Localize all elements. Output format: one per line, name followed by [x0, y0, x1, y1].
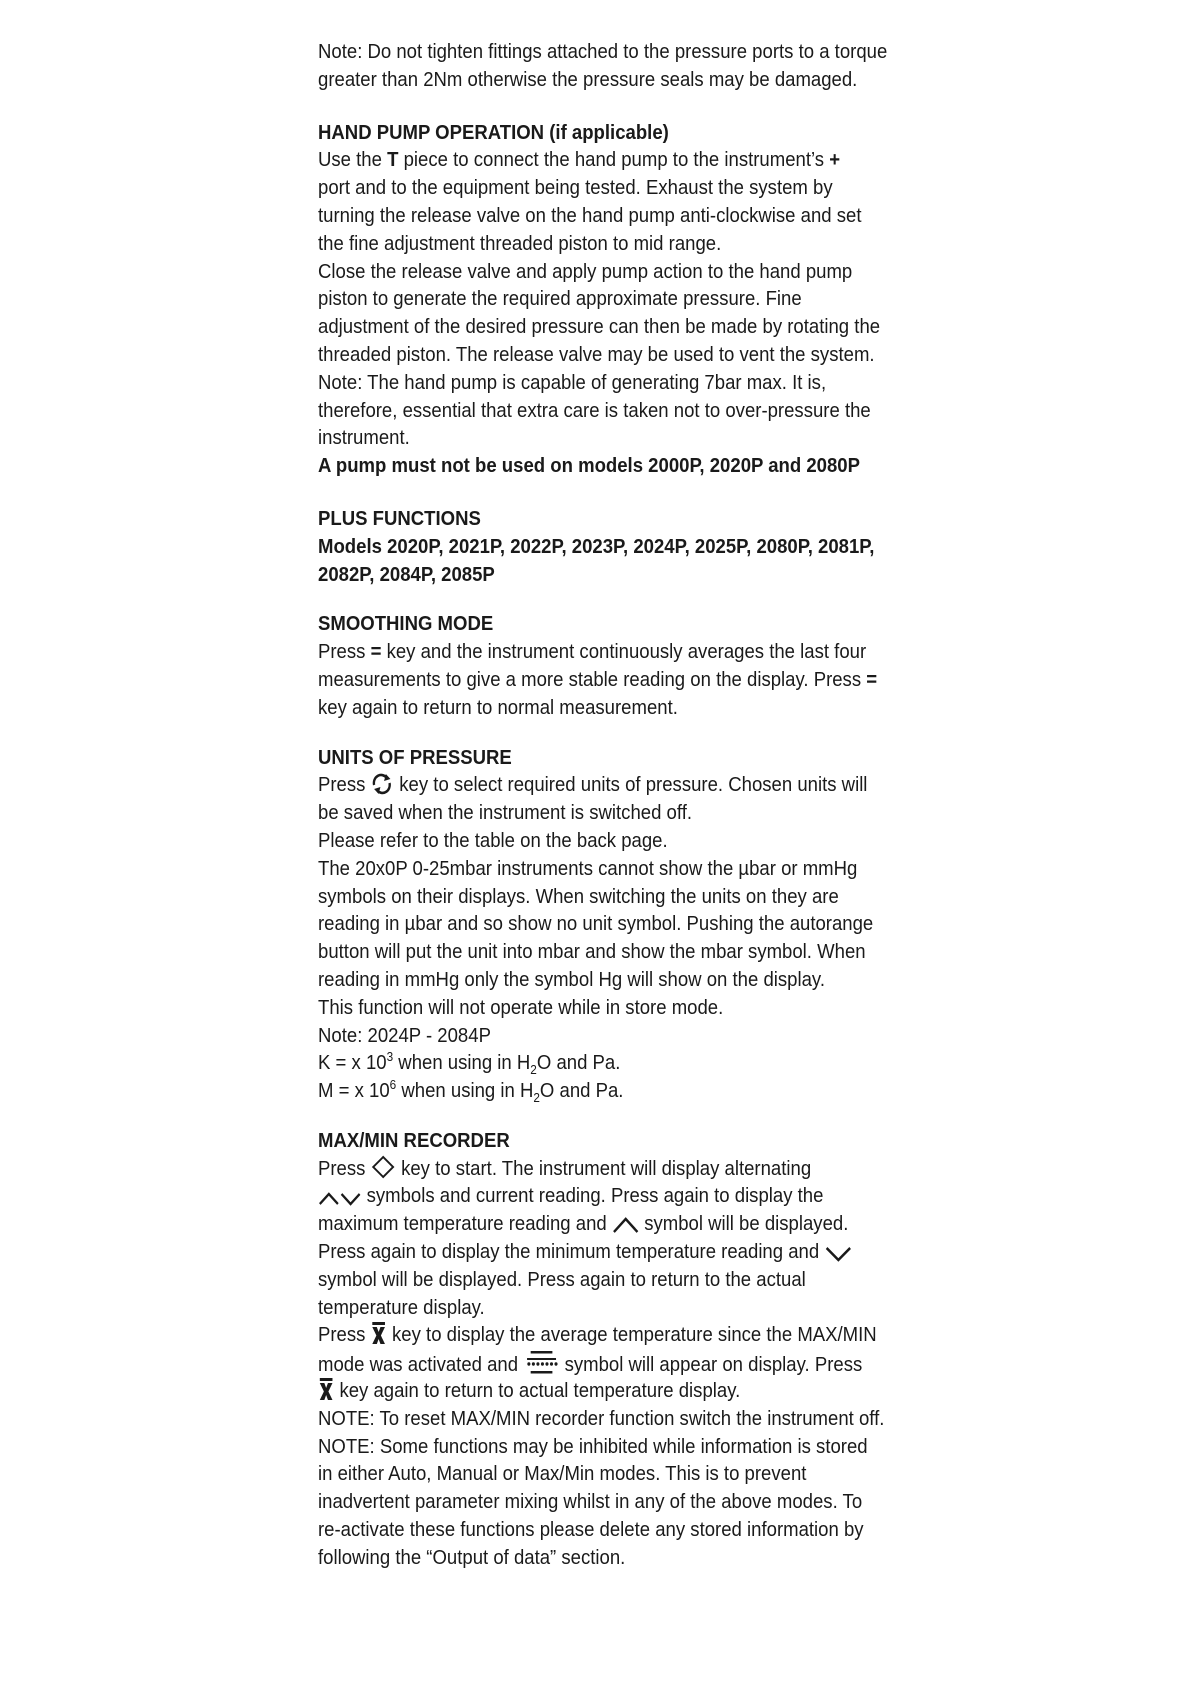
- section-heading: UNITS OF PRESSURE: [318, 745, 512, 769]
- text-line: NOTE: Some functions may be inhibited while information is stored: [318, 1434, 868, 1458]
- text-line: NOTE: To reset MAX/MIN recorder function switch the instrument off.: [318, 1406, 885, 1430]
- t-piece-key: T: [387, 148, 399, 172]
- equals-key: =: [866, 667, 878, 691]
- text-line: button will put the unit into mbar and show the mbar symbol. When: [318, 940, 866, 964]
- text-line: greater than 2Nm otherwise the pressure seals may be damaged.: [318, 67, 858, 91]
- text-line: Note: Do not tighten fittings attached to the pressure ports to a torque: [318, 40, 888, 63]
- text-line: the fine adjustment threaded piston to mid range.: [318, 231, 722, 255]
- hand-pump-section: [318, 119, 881, 480]
- text-line: following the “Output of data” section.: [318, 1545, 626, 1569]
- section-heading: PLUS FUNCTIONS: [318, 506, 481, 530]
- k-multiplier-line: K = x $10^3$ when using in $H_2O$ and Pa.: [318, 1049, 621, 1078]
- text-line: symbol will be displayed. Press again to return to the actual: [318, 1267, 806, 1291]
- smoothing-section: [318, 610, 878, 721]
- models-list: 2082P, 2084P, 2085P: [318, 562, 495, 586]
- pump-warning: A pump must not be used on models 2000P, 2020P and 2080P: [318, 454, 860, 478]
- torque-note: [318, 38, 888, 94]
- text-line: be saved when the instrument is switched off.: [318, 801, 693, 825]
- text-line: Note: The hand pump is capable of generating 7bar max. It is,: [318, 370, 827, 394]
- text-line: Press key to display the average temperature since the MAX/MIN: [318, 1321, 870, 1349]
- text-line: reading in µbar and so show no unit symbol. Pushing the autorange: [318, 912, 874, 936]
- m-multiplier-line: M = x $10^6$ when using in $H_2O$ and Pa.: [318, 1077, 624, 1106]
- plus-port-symbol: +: [829, 148, 841, 172]
- text-line: piston to generate the required approximate pressure. Fine: [318, 287, 802, 311]
- text-line: Press again to display the minimum temperature reading and: [318, 1238, 870, 1266]
- text-line: turning the release valve on the hand pump anti-clockwise and set: [318, 203, 862, 227]
- text-line: port and to the equipment being tested. Exhaust the system by: [318, 176, 833, 200]
- manual-page: [318, 38, 888, 1572]
- models-list: Models 2020P, 2021P, 2022P, 2023P, 2024P, 2025P, 2080P, 2081P,: [318, 534, 875, 558]
- text-line: mode was activated and symbol will appear on display. Press: [318, 1349, 870, 1377]
- text-line: maximum temperature reading and symbol will be displayed.: [318, 1210, 870, 1238]
- units-section: [318, 744, 874, 1106]
- text-line: re-activate these functions please delete any stored information by: [318, 1518, 864, 1542]
- text-line: symbols and current reading. Press again to display the: [318, 1182, 870, 1210]
- text-line: in either Auto, Manual or Max/Min modes. This is to prevent: [318, 1462, 807, 1486]
- text-line: Close the release valve and apply pump action to the hand pump: [318, 259, 853, 283]
- text-line: threaded piston. The release valve may be used to vent the system.: [318, 342, 875, 366]
- text-line: This function will not operate while in store mode.: [318, 995, 724, 1019]
- text-line: key again to return to normal measurement.: [318, 695, 678, 719]
- text-line: therefore, essential that extra care is taken not to over-pressure the: [318, 398, 871, 422]
- section-heading: HAND PUMP OPERATION (if applicable): [318, 120, 669, 144]
- section-heading: SMOOTHING MODE: [318, 612, 494, 636]
- text-line: measurements to give a more stable reading on the display. Press =: [318, 667, 878, 691]
- text-line: temperature display.: [318, 1295, 485, 1319]
- section-heading: MAX/MIN RECORDER: [318, 1128, 510, 1152]
- text-line: Press = key and the instrument continuously averages the last four: [318, 640, 867, 664]
- text-line: Please refer to the table on the back page.: [318, 828, 668, 852]
- equals-key: =: [370, 640, 382, 664]
- plus-functions-section: [318, 505, 875, 588]
- text-line: reading in mmHg only the symbol Hg will show on the display.: [318, 967, 825, 991]
- text-line: key again to return to actual temperature display.: [318, 1377, 870, 1405]
- text-line: Press key to select required units of pressure. Chosen units will: [318, 771, 870, 799]
- text-line: inadvertent parameter mixing whilst in any of the above modes. To: [318, 1490, 863, 1514]
- text-line: The 20x0P 0-25mbar instruments cannot show the µbar or mmHg: [318, 856, 858, 880]
- text-line: adjustment of the desired pressure can then be made by rotating the: [318, 315, 881, 339]
- text-line: Press key to start. The instrument will display alternating: [318, 1155, 870, 1183]
- maxmin-section: [318, 1127, 885, 1572]
- text-line: Note: 2024P - 2084P: [318, 1023, 491, 1047]
- text-line: symbols on their displays. When switching the units on they are: [318, 884, 839, 908]
- min-down-arrow-icon: [824, 1242, 851, 1270]
- text-line: Use the T piece to connect the hand pump to the instrument’s +: [318, 148, 841, 172]
- text-line: instrument.: [318, 426, 410, 450]
